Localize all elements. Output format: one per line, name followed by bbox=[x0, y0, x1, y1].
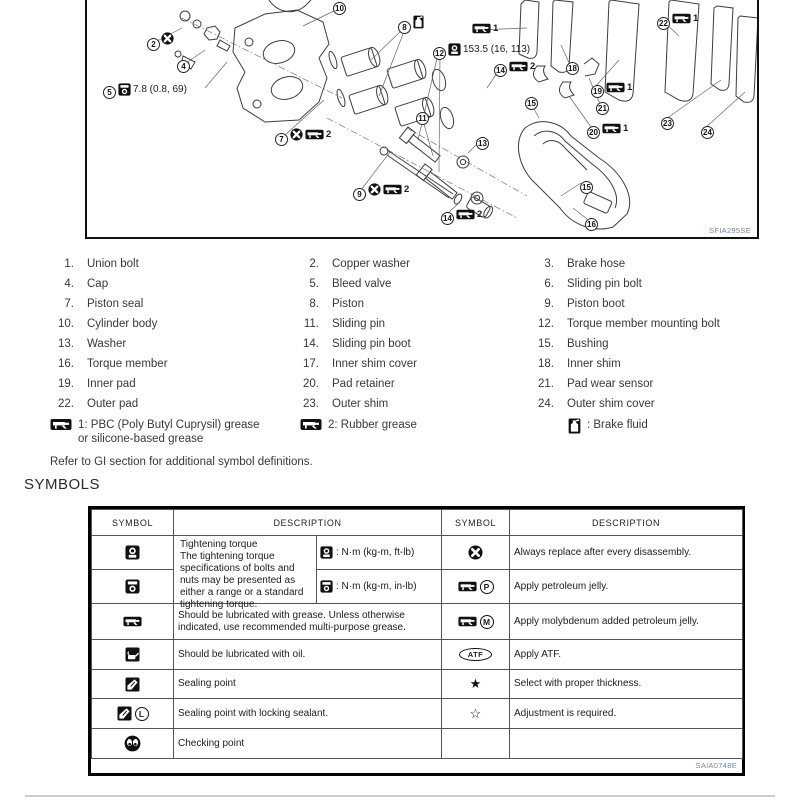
part-name: Outer shim cover bbox=[567, 398, 655, 410]
part-number: 18. bbox=[538, 358, 554, 370]
grease-icon bbox=[383, 184, 402, 195]
parts-list-item bbox=[295, 254, 530, 274]
part-name: Piston boot bbox=[567, 298, 625, 310]
symbols-table bbox=[88, 506, 745, 776]
legend-rubber-grease bbox=[300, 418, 417, 432]
grease-annotation-19 bbox=[606, 82, 632, 93]
diagram-callout-number: 5 bbox=[103, 86, 116, 99]
part-number: 10. bbox=[58, 318, 74, 330]
torque-ftlb-icon bbox=[448, 43, 461, 56]
symbol-description: Apply molybdenum added petroleum jelly. bbox=[510, 604, 743, 640]
part-number: 19. bbox=[58, 378, 74, 390]
atf-icon: ATF bbox=[459, 648, 493, 661]
parts-list-item bbox=[530, 314, 762, 334]
page-bottom-rule bbox=[25, 795, 775, 797]
grease-icon bbox=[509, 61, 528, 72]
annotation-9 bbox=[368, 183, 409, 196]
part-number: 2. bbox=[309, 258, 319, 270]
part-name: Bushing bbox=[567, 338, 609, 350]
parts-list-item bbox=[530, 334, 762, 354]
torque-inlb-icon bbox=[125, 579, 140, 594]
grease-type-digit: 2 bbox=[477, 209, 483, 220]
part-number: 12. bbox=[538, 318, 554, 330]
symbols-heading: SYMBOLS bbox=[24, 476, 101, 493]
parts-list-item bbox=[295, 334, 530, 354]
exploded-diagram bbox=[85, 0, 759, 239]
sealing-point-icon bbox=[117, 706, 132, 721]
parts-list-item bbox=[295, 294, 530, 314]
part-number: 21. bbox=[538, 378, 554, 390]
part-name: Pad wear sensor bbox=[567, 378, 654, 390]
part-number: 13. bbox=[58, 338, 74, 350]
part-name: Inner shim cover bbox=[332, 358, 418, 370]
grease-annotation-20 bbox=[602, 123, 628, 134]
diagram-callout-number: 8 bbox=[398, 21, 411, 34]
gi-reference-note: Refer to GI section for additional symbol definitions. bbox=[50, 456, 313, 468]
grease-icon bbox=[472, 23, 491, 34]
always-replace-icon bbox=[290, 128, 303, 141]
locking-letter-icon: L bbox=[135, 707, 149, 721]
part-name: Cap bbox=[87, 278, 109, 290]
part-name: Cylinder body bbox=[87, 318, 158, 330]
molybdenum-letter-icon: M bbox=[480, 615, 494, 629]
torque-ftlb-icon bbox=[125, 545, 140, 560]
col-header-description: DESCRIPTION bbox=[510, 510, 743, 536]
part-name: Union bolt bbox=[87, 258, 139, 270]
grease-type-digit: 1 bbox=[627, 82, 633, 93]
part-name: Copper washer bbox=[332, 258, 410, 270]
filled-star-icon: ★ bbox=[469, 676, 482, 691]
parts-list-item bbox=[50, 294, 295, 314]
symbol-description: Should be lubricated with oil. bbox=[174, 640, 442, 670]
diagram-callout-number: 7 bbox=[275, 133, 288, 146]
diagram-callout-number: 15 bbox=[525, 97, 538, 110]
diagram-callout-number: 2 bbox=[147, 38, 160, 51]
part-number: 15. bbox=[538, 338, 554, 350]
checking-point-icon bbox=[124, 735, 141, 752]
part-name: Inner shim bbox=[567, 358, 621, 370]
grease-annotation-22 bbox=[672, 13, 698, 24]
torque-inlb-icon bbox=[320, 580, 333, 593]
diagram-callout-number: 15 bbox=[580, 181, 593, 194]
torque-annotation-5 bbox=[118, 83, 187, 96]
part-name: Torque member bbox=[87, 358, 168, 370]
part-name: Brake hose bbox=[567, 258, 626, 270]
always-replace-icon bbox=[368, 183, 381, 196]
parts-list-item bbox=[530, 394, 762, 414]
parts-list-item bbox=[50, 394, 295, 414]
part-number: 22. bbox=[58, 398, 74, 410]
torque-title: Tightening torque bbox=[180, 539, 258, 550]
torque-description bbox=[174, 536, 316, 610]
brake-fluid-annotation-8 bbox=[413, 15, 424, 29]
part-number: 17. bbox=[303, 358, 319, 370]
col-header-symbol: SYMBOL bbox=[92, 510, 174, 536]
parts-list-item bbox=[295, 374, 530, 394]
parts-list-item bbox=[50, 314, 295, 334]
parts-list-item bbox=[295, 394, 530, 414]
part-name: Outer pad bbox=[87, 398, 139, 410]
torque-annotation-12 bbox=[448, 43, 530, 56]
diagram-callout-number: 12 bbox=[433, 47, 446, 60]
grease-type-digit: 1 bbox=[623, 123, 629, 134]
torque-value: 7.8 (0.8, 69) bbox=[133, 84, 187, 95]
grease-icon bbox=[300, 418, 322, 431]
always-replace-icon bbox=[468, 545, 483, 560]
parts-list-item bbox=[295, 314, 530, 334]
sealing-point-icon bbox=[125, 677, 140, 692]
grease-annotation-17 bbox=[472, 23, 498, 34]
part-name: Piston bbox=[332, 298, 364, 310]
empty-cell bbox=[442, 729, 510, 759]
grease-type-digit: 1 bbox=[693, 13, 699, 24]
brake-fluid-icon bbox=[413, 15, 424, 29]
torque-ftlb-icon bbox=[320, 546, 333, 559]
grease-icon bbox=[606, 82, 625, 93]
oil-icon bbox=[125, 647, 140, 662]
part-number: 3. bbox=[544, 258, 554, 270]
parts-list-item bbox=[50, 374, 295, 394]
parts-list-item bbox=[530, 374, 762, 394]
outline-star-icon: ☆ bbox=[469, 705, 482, 721]
grease-annotation-14a bbox=[509, 61, 535, 72]
diagram-callout-number: 11 bbox=[416, 112, 429, 125]
grease-icon bbox=[458, 616, 477, 627]
part-number: 16. bbox=[58, 358, 74, 370]
part-name: Bleed valve bbox=[332, 278, 392, 290]
part-number: 23. bbox=[303, 398, 319, 410]
parts-list-item bbox=[530, 354, 762, 374]
grease-type-digit: 1 bbox=[493, 23, 499, 34]
part-number: 7. bbox=[64, 298, 74, 310]
figure-code: SAIA0748E bbox=[695, 761, 737, 770]
symbol-description: Adjustment is required. bbox=[510, 699, 743, 729]
legend-text: 1: PBC (Poly Butyl Cuprysil) grease bbox=[78, 419, 260, 431]
part-name: Outer shim bbox=[332, 398, 389, 410]
legend-text: : Brake fluid bbox=[587, 419, 648, 431]
part-name: Inner pad bbox=[87, 378, 136, 390]
diagram-callout-number: 18 bbox=[566, 62, 579, 75]
parts-list-item bbox=[50, 274, 295, 294]
grease-type-digit: 2 bbox=[530, 61, 536, 72]
part-number: 5. bbox=[309, 278, 319, 290]
parts-list-item bbox=[530, 294, 762, 314]
torque-unit-ftlb: : N·m (kg-m, ft-lb) bbox=[336, 547, 415, 558]
diagram-callout-number: 21 bbox=[596, 102, 609, 115]
diagram-callout-number: 19 bbox=[591, 85, 604, 98]
torque-unit-inlb: : N·m (kg-m, in-lb) bbox=[336, 581, 417, 592]
annotation-7 bbox=[290, 128, 331, 141]
symbol-description: Checking point bbox=[174, 729, 442, 759]
torque-body: The tightening torque specifications of bolts and nuts may be presented as either a range or a standard tightening torque. bbox=[180, 551, 304, 610]
parts-list bbox=[50, 254, 762, 414]
col-header-description: DESCRIPTION bbox=[174, 510, 442, 536]
brake-fluid-icon bbox=[568, 418, 581, 434]
replace-annotation-2 bbox=[161, 32, 174, 45]
diagram-callout-number: 14 bbox=[441, 212, 454, 225]
diagram-callout-number: 10 bbox=[333, 2, 346, 15]
parts-list-item bbox=[530, 274, 762, 294]
parts-list-item bbox=[50, 254, 295, 274]
parts-list-item bbox=[530, 254, 762, 274]
part-number: 6. bbox=[544, 278, 554, 290]
grease-legend bbox=[0, 418, 800, 452]
legend-text: 2: Rubber grease bbox=[328, 419, 417, 431]
grease-icon bbox=[456, 209, 475, 220]
symbol-description: Select with proper thickness. bbox=[510, 670, 743, 699]
part-number: 14. bbox=[303, 338, 319, 350]
part-number: 1. bbox=[64, 258, 74, 270]
symbol-description: Always replace after every disassembly. bbox=[510, 536, 743, 570]
legend-pbc-grease bbox=[50, 418, 260, 446]
legend-brake-fluid bbox=[568, 418, 648, 434]
grease-icon bbox=[305, 129, 324, 140]
grease-type-digit: 2 bbox=[326, 129, 332, 140]
parts-list-item bbox=[50, 334, 295, 354]
parts-list-item bbox=[295, 354, 530, 374]
symbol-description: Sealing point with locking sealant. bbox=[174, 699, 442, 729]
part-name: Sliding pin bbox=[332, 318, 386, 330]
part-name: Sliding pin bolt bbox=[567, 278, 642, 290]
petroleum-letter-icon: P bbox=[480, 580, 494, 594]
part-number: 4. bbox=[64, 278, 74, 290]
diagram-callout-number: 24 bbox=[701, 126, 714, 139]
part-number: 9. bbox=[544, 298, 554, 310]
symbol-description: Apply ATF. bbox=[510, 640, 743, 670]
diagram-callout-number: 23 bbox=[661, 117, 674, 130]
diagram-callout-number: 16 bbox=[585, 218, 598, 231]
part-name: Pad retainer bbox=[332, 378, 395, 390]
symbol-description: Should be lubricated with grease. Unless otherwise indicated, use recommended multi-purpose grease. bbox=[174, 604, 442, 640]
diagram-callout-number: 14 bbox=[494, 64, 507, 77]
grease-type-digit: 2 bbox=[404, 184, 410, 195]
diagram-callout-number: 13 bbox=[476, 137, 489, 150]
torque-inlb-icon bbox=[118, 83, 131, 96]
grease-icon bbox=[50, 418, 72, 431]
parts-list-item bbox=[50, 354, 295, 374]
legend-text: or silicone-based grease bbox=[78, 433, 204, 445]
always-replace-icon bbox=[161, 32, 174, 45]
part-number: 8. bbox=[309, 298, 319, 310]
grease-icon bbox=[672, 13, 691, 24]
empty-cell bbox=[510, 729, 743, 759]
symbol-description: Sealing point bbox=[174, 670, 442, 699]
diagram-callout-number: 4 bbox=[177, 60, 190, 73]
part-number: 24. bbox=[538, 398, 554, 410]
parts-list-item bbox=[295, 274, 530, 294]
symbol-description: Apply petroleum jelly. bbox=[510, 570, 743, 604]
diagram-callout-number: 20 bbox=[587, 126, 600, 139]
diagram-callouts bbox=[87, 0, 757, 237]
part-number: 11. bbox=[303, 318, 319, 330]
grease-icon bbox=[458, 581, 477, 592]
grease-icon bbox=[602, 123, 621, 134]
col-header-symbol: SYMBOL bbox=[442, 510, 510, 536]
part-name: Piston seal bbox=[87, 298, 144, 310]
part-name: Torque member mounting bolt bbox=[567, 318, 720, 330]
part-name: Sliding pin boot bbox=[332, 338, 411, 350]
diagram-callout-number: 22 bbox=[657, 17, 670, 30]
part-number: 20. bbox=[303, 378, 319, 390]
part-name: Washer bbox=[87, 338, 127, 350]
diagram-callout-number: 9 bbox=[353, 188, 366, 201]
torque-value: 153.5 (16, 113) bbox=[463, 44, 531, 55]
grease-icon bbox=[123, 616, 142, 627]
grease-annotation-14b bbox=[456, 209, 482, 220]
figure-code: SFIA295SE bbox=[709, 226, 751, 235]
